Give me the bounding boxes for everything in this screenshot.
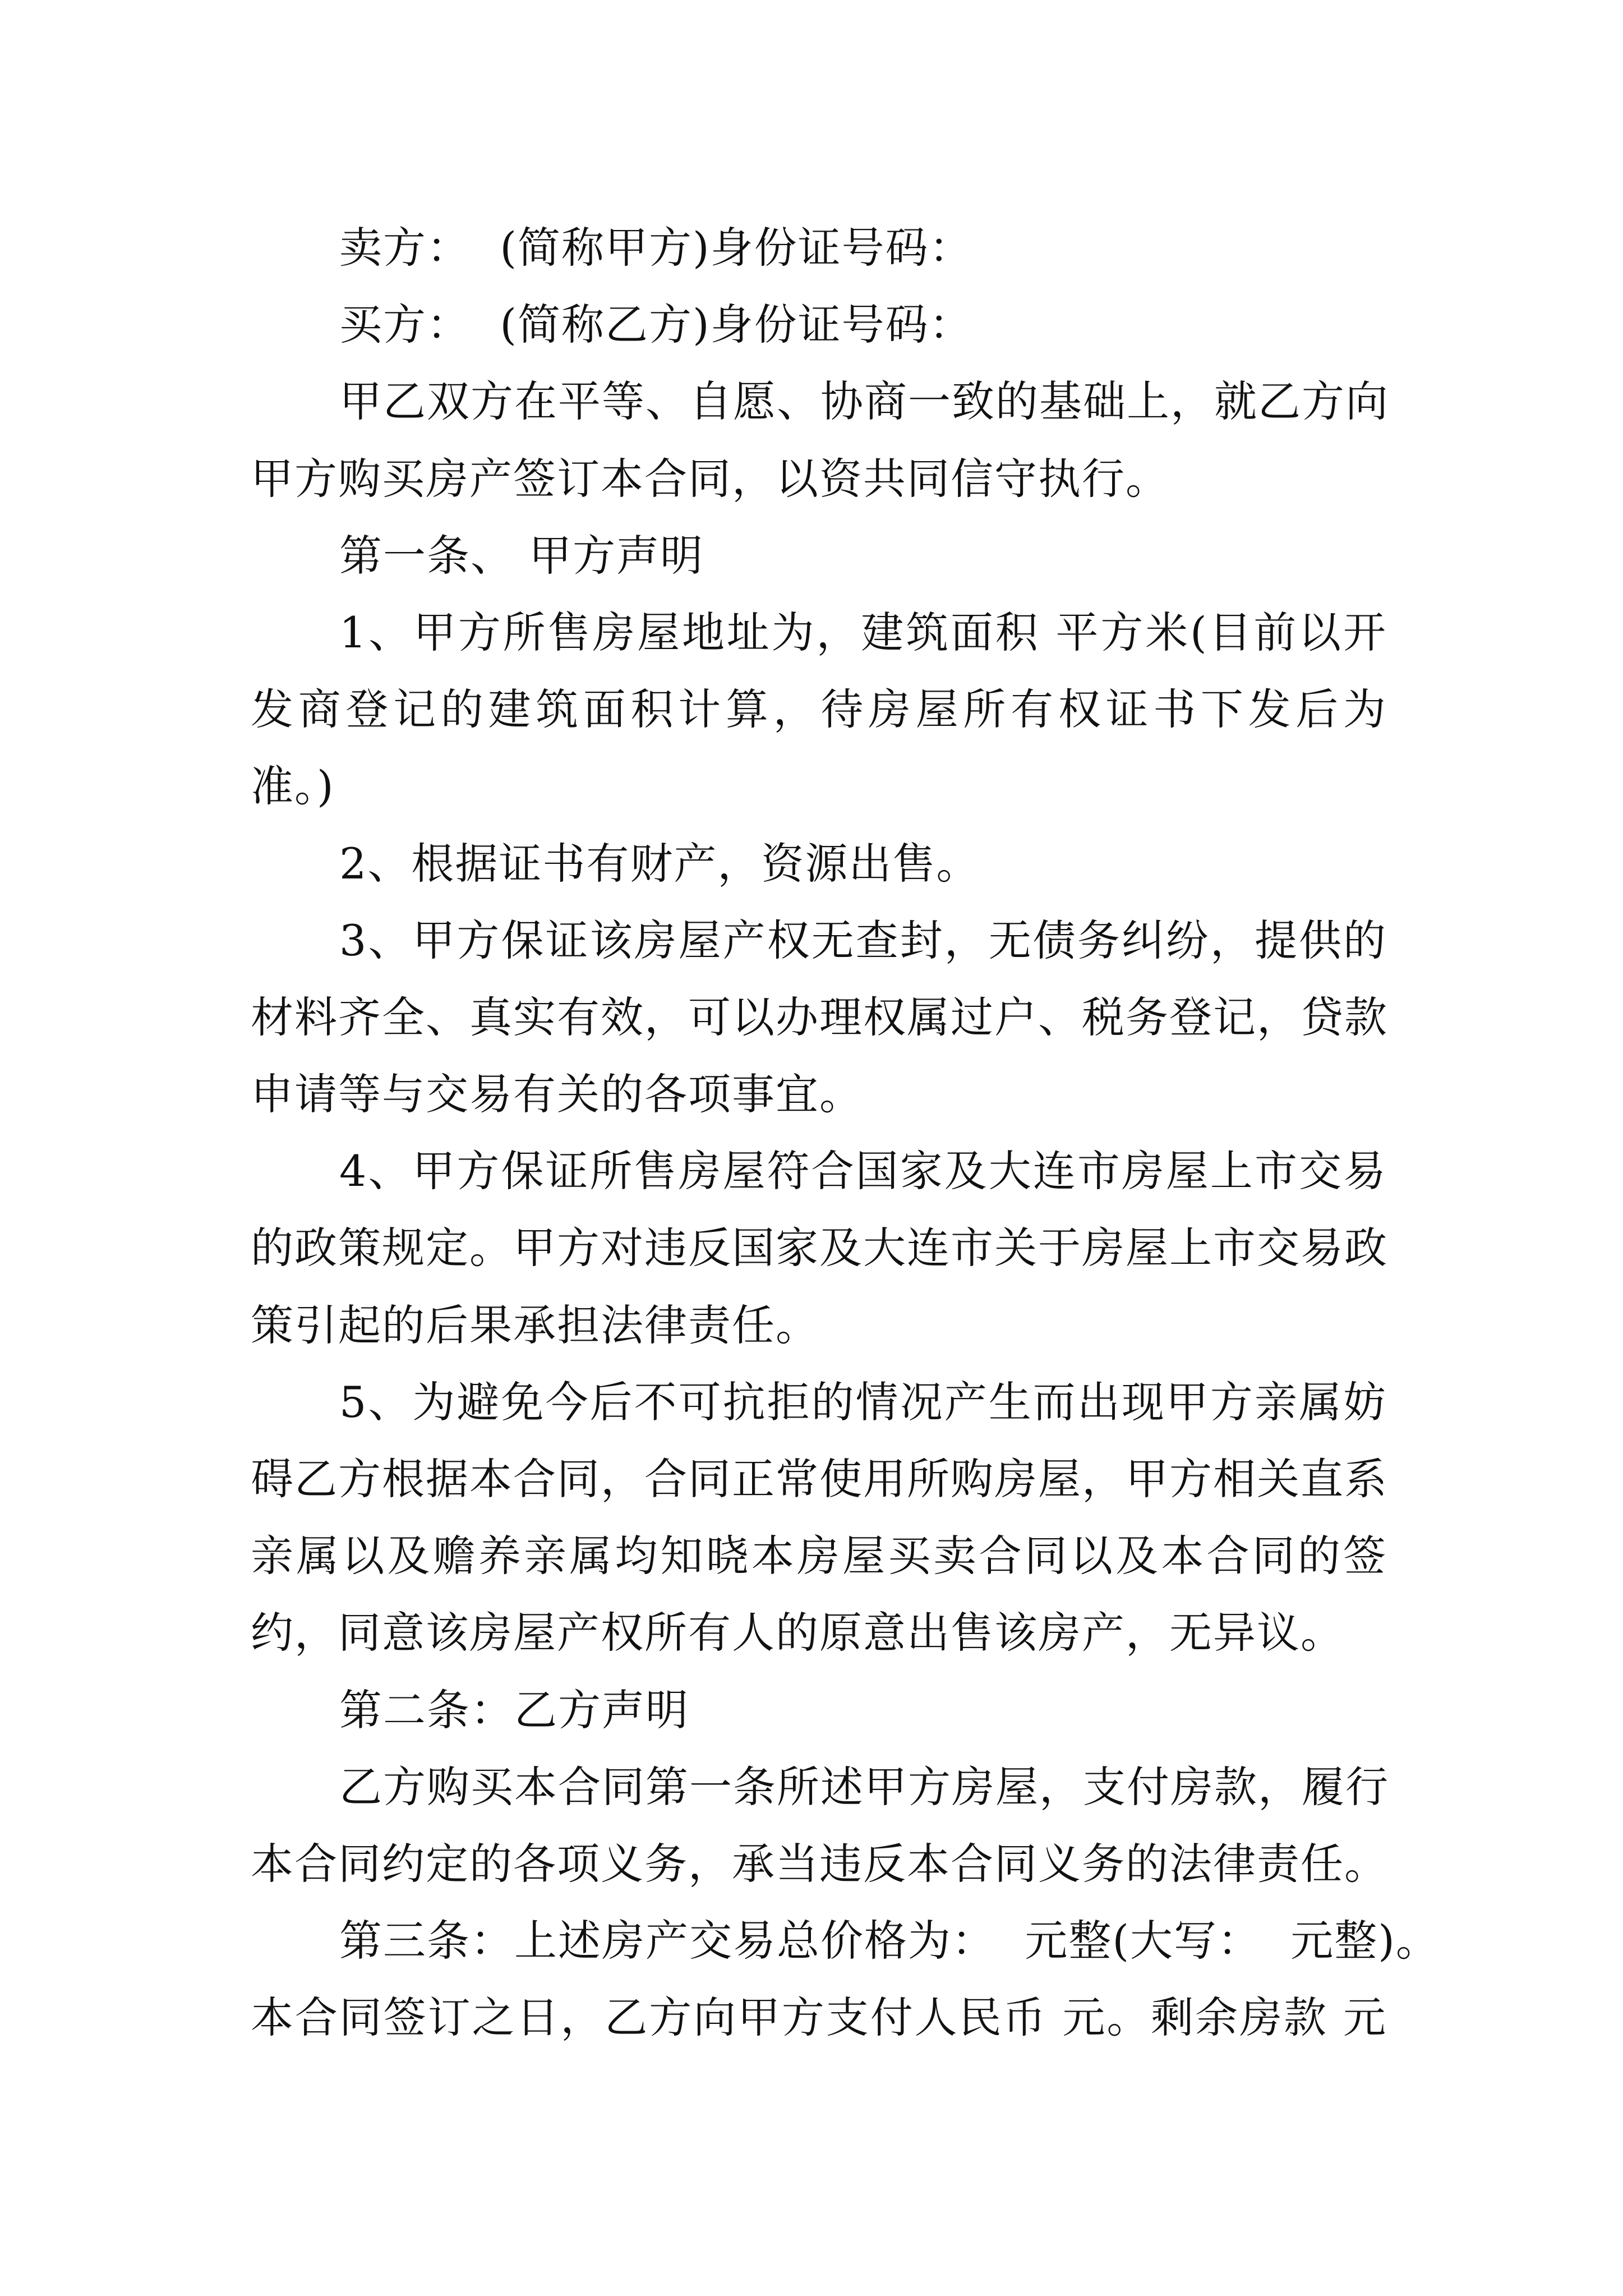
document-body (251, 209, 1440, 2056)
text-line: 乙方购买本合同第一条所述甲方房屋，支付房款，履行 (339, 1761, 1389, 1812)
article-3-paragraph (251, 1902, 1440, 2056)
text-line: 3、甲方保证该房屋产权无查封，无债务纠纷，提供的 (339, 915, 1387, 965)
text-line: 本合同约定的各项义务，承当违反本合同义务的法律责任。 (251, 1838, 1388, 1889)
article-2-paragraph (251, 1749, 1387, 1902)
article-1-heading (251, 517, 1387, 594)
text-line: 1、甲方所售房屋地址为，建筑面积 平方米(目前以开 (339, 607, 1387, 657)
clause-1-item-4 (251, 1133, 1387, 1364)
clause-1-item-2 (251, 825, 1387, 902)
text-line: 卖方： (简称甲方)身份证号码： (339, 223, 973, 273)
text-line: 买方： (简称乙方)身份证号码： (339, 300, 973, 350)
text-line: 第二条：乙方声明 (339, 1685, 689, 1735)
text-line: 约，同意该房屋产权所有人的原意出售该房产，无异议。 (251, 1608, 1344, 1658)
text-line: 5、为避免今后不可抗拒的情况产生而出现甲方亲属妨 (339, 1377, 1387, 1427)
article-2-heading (251, 1672, 1387, 1749)
text-line: 亲属以及赡养亲属均知晓本房屋买卖合同以及本合同的签 (251, 1531, 1387, 1581)
text-line: 申请等与交易有关的各项事宜。 (251, 1069, 863, 1120)
text-line: 碍乙方根据本合同，合同正常使用所购房屋，甲方相关直系 (251, 1454, 1388, 1504)
seller-line (251, 209, 1387, 286)
buyer-line (251, 286, 1387, 363)
text-line: 的政策规定。甲方对违反国家及大连市关于房屋上市交易政 (251, 1223, 1388, 1273)
text-line: 策引起的后果承担法律责任。 (251, 1300, 819, 1350)
text-line: 第三条：上述房产交易总价格为： 元整(大写： 元整)。 (339, 1916, 1440, 1966)
preamble-paragraph (251, 363, 1387, 517)
text-line: 4、甲方保证所售房屋符合国家及大连市房屋上市交易 (339, 1146, 1387, 1197)
text-line: 第一条、 甲方声明 (339, 530, 704, 581)
text-line: 甲方购买房产签订本合同，以资共同信守执行。 (251, 453, 1169, 504)
clause-1-item-5 (251, 1364, 1387, 1672)
text-line: 2、根据证书有财产，资源出售。 (339, 838, 980, 889)
text-line: 发商登记的建筑面积计算，待房屋所有权证书下发后为 (251, 684, 1387, 735)
clause-1-item-1 (251, 594, 1387, 825)
text-line: 材料齐全、真实有效，可以办理权属过户、税务登记，贷款 (251, 992, 1388, 1042)
clause-1-item-3 (251, 902, 1387, 1133)
text-line: 本合同签订之日，乙方向甲方支付人民币 元。剩余房款 元 (251, 1993, 1387, 2043)
text-line: 准。) (251, 761, 335, 812)
text-line: 甲乙双方在平等、自愿、协商一致的基础上，就乙方向 (339, 376, 1389, 427)
